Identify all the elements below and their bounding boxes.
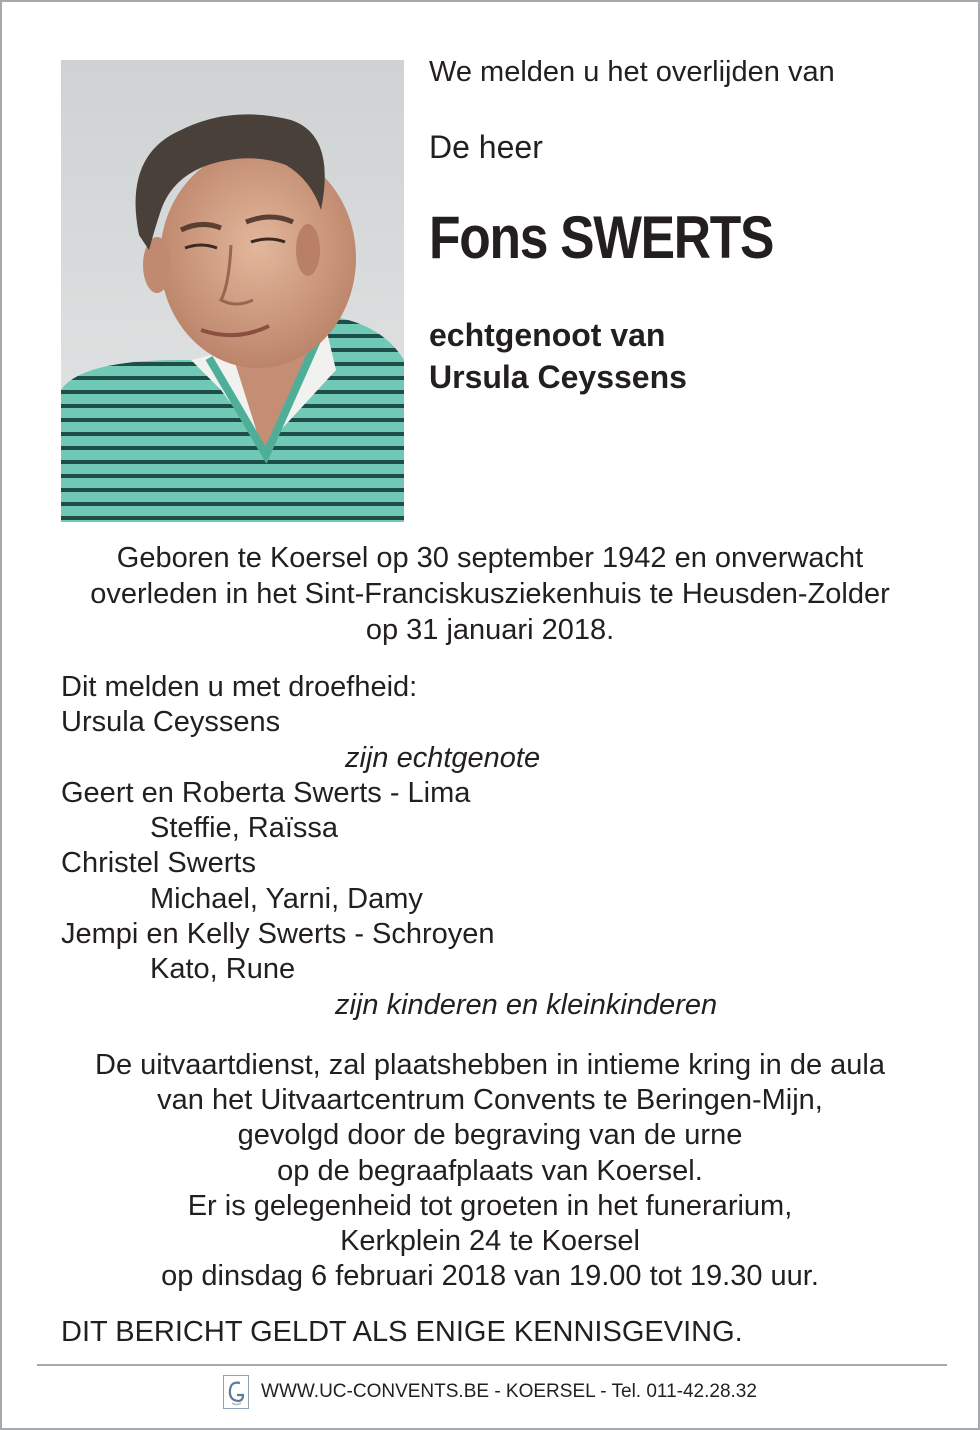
grandchildren-entry: Kato, Rune <box>150 953 296 986</box>
service-line: op dinsdag 6 februari 2018 van 19.00 tot 19.30 uur. <box>161 1260 819 1293</box>
spouse-block <box>429 314 687 398</box>
spouse-relation: echtgenoot van <box>429 317 666 353</box>
birth-death-line: overleden in het Sint-Franciskusziekenhuis te Heusden-Zolder <box>90 578 890 610</box>
service-line: Er is gelegenheid tot groeten in het funerarium, <box>187 1189 793 1222</box>
service-line: Kerkplein 24 te Koersel <box>340 1225 640 1258</box>
birth-death-line: Geboren te Koersel op 30 september 1942 en onverwacht <box>116 542 864 574</box>
children-role: zijn kinderen en kleinkinderen <box>335 988 718 1021</box>
birth-death-paragraph <box>42 540 938 648</box>
spouse-entry: Ursula Ceyssens <box>61 706 281 739</box>
service-line: gevolgd door de begraving van de urne <box>237 1119 743 1152</box>
service-line: van het Uitvaartcentrum Convents te Beringen-Mijn, <box>157 1084 823 1117</box>
spouse-name: Ursula Ceyssens <box>429 359 687 395</box>
service-line: De uitvaartdienst, zal plaatshebben in intieme kring in de aula <box>95 1049 885 1081</box>
spouse-role: zijn echtgenote <box>345 741 541 774</box>
birth-death-line: op 31 januari 2018. <box>365 614 615 646</box>
footer <box>2 1372 978 1412</box>
footer-contact[interactable]: WWW.UC-CONVENTS.BE - KOERSEL - Tel. 011-42.28.32 <box>261 1381 757 1402</box>
deceased-name: Fons SWERTS <box>429 204 774 271</box>
official-notice: DIT BERICHT GELDT ALS ENIGE KENNISGEVING. <box>61 1316 743 1348</box>
convents-logo-icon <box>223 1375 249 1409</box>
family-list <box>61 670 941 1023</box>
child-entry: Geert en Roberta Swerts - Lima <box>61 776 471 809</box>
grandchildren-entry: Michael, Yarni, Damy <box>150 882 423 915</box>
grandchildren-entry: Steffie, Raïssa <box>150 812 339 845</box>
child-entry: Jempi en Kelly Swerts - Schroyen <box>61 918 495 951</box>
announcement-intro: We melden u het overlijden van <box>429 56 835 88</box>
footer-divider <box>37 1364 947 1366</box>
service-line: op de begraafplaats van Koersel. <box>277 1154 703 1187</box>
child-entry: Christel Swerts <box>61 847 256 880</box>
portrait-photo <box>61 60 404 522</box>
family-intro: Dit melden u met droefheid: <box>61 671 418 703</box>
service-paragraph <box>32 1048 948 1294</box>
honorific-title: De heer <box>429 129 543 165</box>
